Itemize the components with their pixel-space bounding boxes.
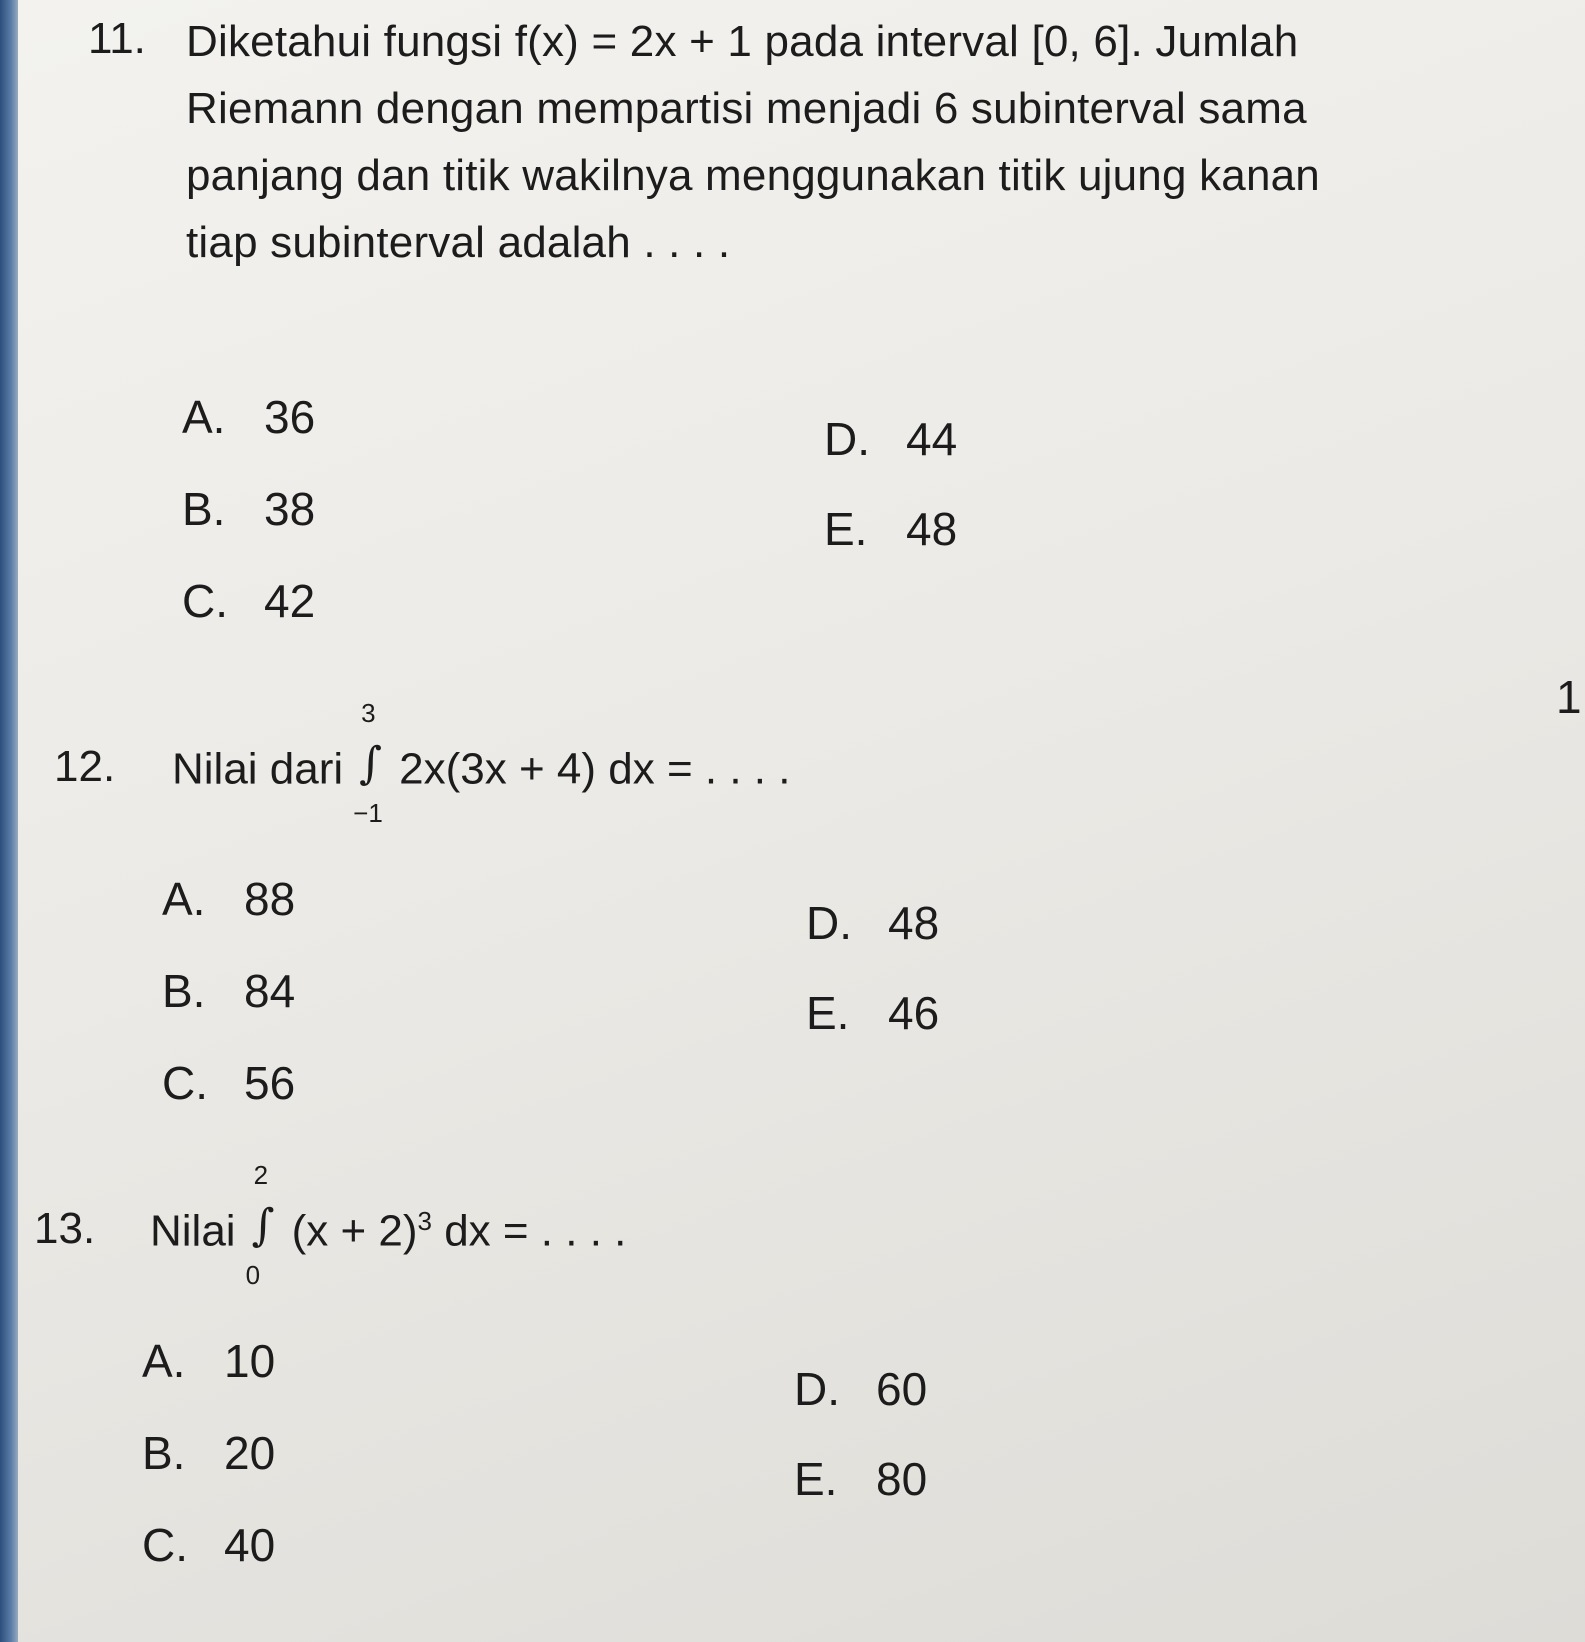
question-11-number: 11. <box>88 14 146 63</box>
q13-prefix: Nilai <box>150 1206 236 1256</box>
q13-option-d[interactable]: D. 60 <box>794 1363 928 1415</box>
q13-option-e[interactable]: E. 80 <box>794 1453 928 1505</box>
q11-option-d[interactable]: D. 44 <box>824 413 958 465</box>
q12-option-b[interactable]: B. 84 <box>162 965 296 1017</box>
q12-prefix: Nilai dari <box>172 744 344 794</box>
q12-suffix: = . . . . <box>654 744 791 794</box>
q13-integrand-base: (x + 2) <box>291 1206 418 1256</box>
integral-sign: 3 ∫ −1 <box>353 698 383 828</box>
question-12-stem <box>172 698 791 828</box>
q13-option-b[interactable]: B. 20 <box>142 1427 276 1479</box>
q12-option-e[interactable]: E. 46 <box>806 987 940 1039</box>
q11-option-b[interactable]: B. 38 <box>182 483 316 535</box>
question-12-number: 12. <box>54 742 116 791</box>
q13-option-a[interactable]: A. 10 <box>142 1335 276 1387</box>
q13-suffix: dx = . . . . <box>431 1206 627 1256</box>
q12-option-a[interactable]: A. 88 <box>162 873 296 925</box>
question-13-stem <box>150 1160 627 1290</box>
q11-option-a[interactable]: A. 36 <box>182 391 316 443</box>
question-11-text: Diketahui fungsi f(x) = 2x + 1 pada interval [0, 6]. Jumlah Riemann dengan mempartisi menjadi 6 subinterval sama panjang dan titik wakilnya menggunakan titik ujung kanan tiap subinterval adalah . . . . <box>186 17 1320 267</box>
q12-option-d[interactable]: D. 48 <box>806 897 940 949</box>
q11-option-c[interactable]: C. 42 <box>182 575 316 627</box>
question-13-number: 13. <box>34 1204 96 1253</box>
q11-option-e[interactable]: E. 48 <box>824 503 958 555</box>
q13-exponent: 3 <box>417 1205 432 1236</box>
integral-sign: 2 ∫ 0 <box>245 1160 275 1290</box>
margin-number-fragment: 1 <box>1556 671 1582 723</box>
q12-option-c[interactable]: C. 56 <box>162 1057 296 1109</box>
q13-option-c[interactable]: C. 40 <box>142 1519 276 1571</box>
q12-integrand: 2x(3x + 4) dx <box>399 744 655 794</box>
